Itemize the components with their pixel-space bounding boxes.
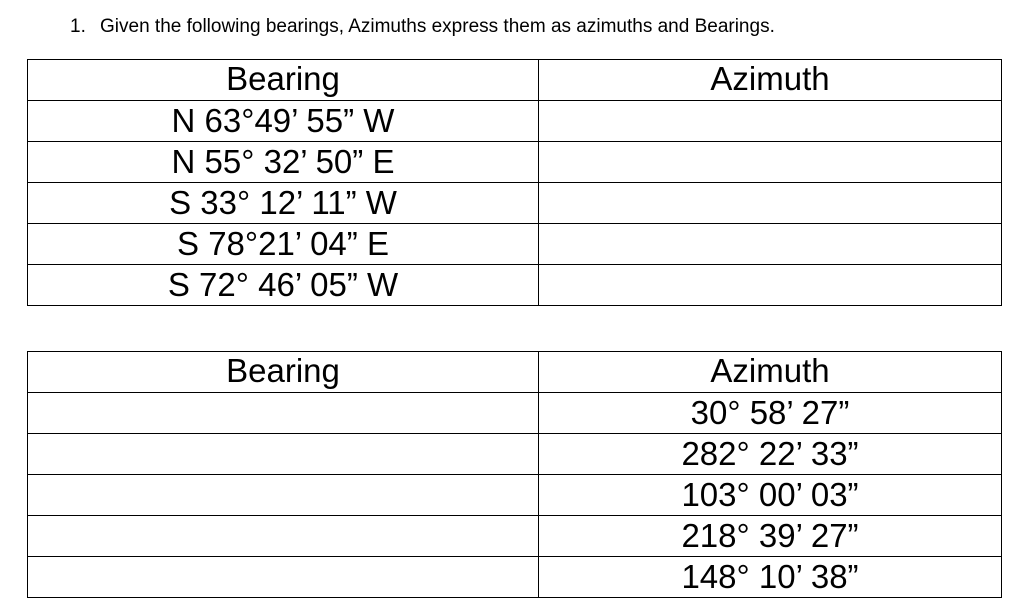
table-row: [28, 142, 1002, 183]
question-prompt: [70, 16, 775, 38]
question-number: 1.: [70, 16, 86, 37]
azimuth-header: Azimuth: [539, 352, 1002, 393]
bearing-cell: N 55° 32’ 50” E: [28, 142, 539, 183]
bearing-answer-cell[interactable]: [28, 393, 539, 434]
table-row: [28, 224, 1002, 265]
bearing-to-azimuth-table: [27, 59, 1002, 306]
table-row: [28, 557, 1002, 598]
bearing-header: Bearing: [28, 352, 539, 393]
azimuth-answer-cell[interactable]: [539, 101, 1002, 142]
azimuth-cell: 30° 58’ 27”: [539, 393, 1002, 434]
azimuth-answer-cell[interactable]: [539, 183, 1002, 224]
bearing-answer-cell[interactable]: [28, 516, 539, 557]
bearing-cell: S 33° 12’ 11” W: [28, 183, 539, 224]
bearing-header: Bearing: [28, 60, 539, 101]
azimuth-answer-cell[interactable]: [539, 265, 1002, 306]
bearing-answer-cell[interactable]: [28, 434, 539, 475]
table-row: [28, 101, 1002, 142]
azimuth-cell: 103° 00’ 03”: [539, 475, 1002, 516]
table-header-row: [28, 60, 1002, 101]
table-header-row: [28, 352, 1002, 393]
table-row: [28, 475, 1002, 516]
bearing-answer-cell[interactable]: [28, 557, 539, 598]
bearing-answer-cell[interactable]: [28, 475, 539, 516]
azimuth-cell: 282° 22’ 33”: [539, 434, 1002, 475]
bearing-cell: S 72° 46’ 05” W: [28, 265, 539, 306]
table-row: [28, 516, 1002, 557]
table-row: [28, 393, 1002, 434]
table-row: [28, 265, 1002, 306]
azimuth-answer-cell[interactable]: [539, 142, 1002, 183]
azimuth-cell: 148° 10’ 38”: [539, 557, 1002, 598]
question-text: Given the following bearings, Azimuths express them as azimuths and Bearings.: [100, 16, 775, 37]
bearing-cell: N 63°49’ 55” W: [28, 101, 539, 142]
azimuth-header: Azimuth: [539, 60, 1002, 101]
table-row: [28, 434, 1002, 475]
azimuth-answer-cell[interactable]: [539, 224, 1002, 265]
bearing-cell: S 78°21’ 04” E: [28, 224, 539, 265]
azimuth-cell: 218° 39’ 27”: [539, 516, 1002, 557]
table-row: [28, 183, 1002, 224]
azimuth-to-bearing-table: [27, 351, 1002, 598]
